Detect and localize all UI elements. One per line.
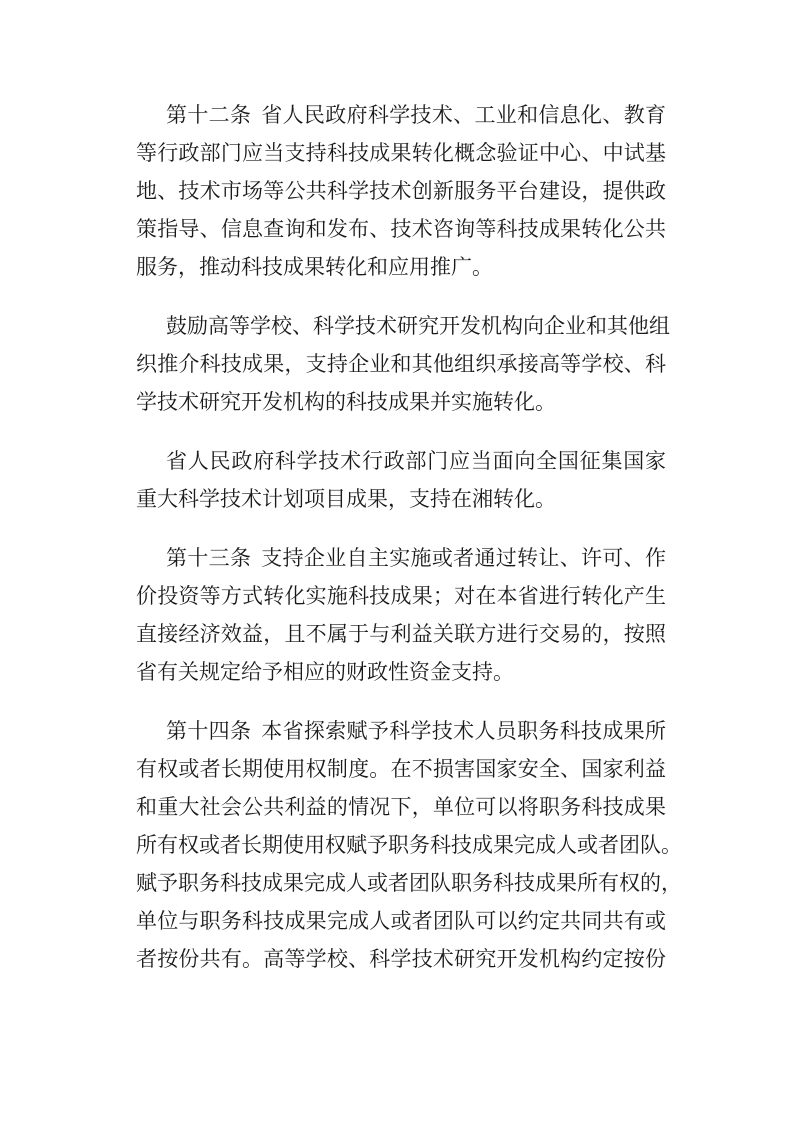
text-line: 织推介科技成果，支持企业和其他组织承接高等学校、科 (136, 352, 666, 376)
document-body (136, 96, 682, 999)
text-line: 赋予职务科技成果完成人或者团队职务科技成果所有权的， (136, 871, 682, 895)
text-line: 单位与职务科技成果完成人或者团队可以约定共同共有或 (136, 909, 666, 933)
text-line: 等行政部门应当支持科技成果转化概念验证中心、中试基 (136, 141, 666, 165)
text-line: 第十四条 本省探索赋予科学技术人员职务科技成果所 (166, 719, 667, 743)
article-14-paragraph (136, 712, 682, 978)
text-line: 服务，推动科技成果转化和应用推广。 (136, 255, 493, 279)
text-line: 所有权或者长期使用权赋予职务科技成果完成人或者团队。 (136, 833, 682, 857)
text-line: 和重大社会公共利益的情况下，单位可以将职务科技成果 (136, 795, 666, 819)
national-projects-paragraph (136, 442, 666, 518)
text-line: 价投资等方式转化实施科技成果；对在本省进行转化产生 (136, 584, 666, 608)
article-12-paragraph (136, 96, 666, 286)
text-line: 省人民政府科学技术行政部门应当面向全国征集国家 (166, 449, 666, 473)
text-line: 地、技术市场等公共科学技术创新服务平台建设，提供政 (136, 179, 666, 203)
text-line: 省有关规定给予相应的财政性资金支持。 (136, 660, 514, 684)
article-number: 第十三条 (166, 546, 252, 570)
text-line: 有权或者长期使用权制度。在不损害国家安全、国家利益 (136, 757, 666, 781)
text-line: 第十三条 支持企业自主实施或者通过转让、许可、作 (166, 546, 667, 570)
text-line: 策指导、信息查询和发布、技术咨询等科技成果转化公共 (136, 217, 666, 241)
article-number: 第十四条 (166, 719, 252, 743)
text-line: 重大科学技术计划项目成果，支持在湘转化。 (136, 487, 556, 511)
text-line: 鼓励高等学校、科学技术研究开发机构向企业和其他组 (166, 314, 670, 338)
text-line: 者按份共有。高等学校、科学技术研究开发机构约定按份 (136, 947, 666, 971)
encourage-paragraph (136, 307, 670, 421)
text-line: 直接经济效益，且不属于与利益关联方进行交易的，按照 (136, 622, 666, 646)
article-number: 第十二条 (166, 103, 252, 127)
text-line: 学技术研究开发机构的科技成果并实施转化。 (136, 390, 556, 414)
text-line: 第十二条 省人民政府科学技术、工业和信息化、教育 (166, 103, 667, 127)
article-13-paragraph (136, 539, 666, 691)
